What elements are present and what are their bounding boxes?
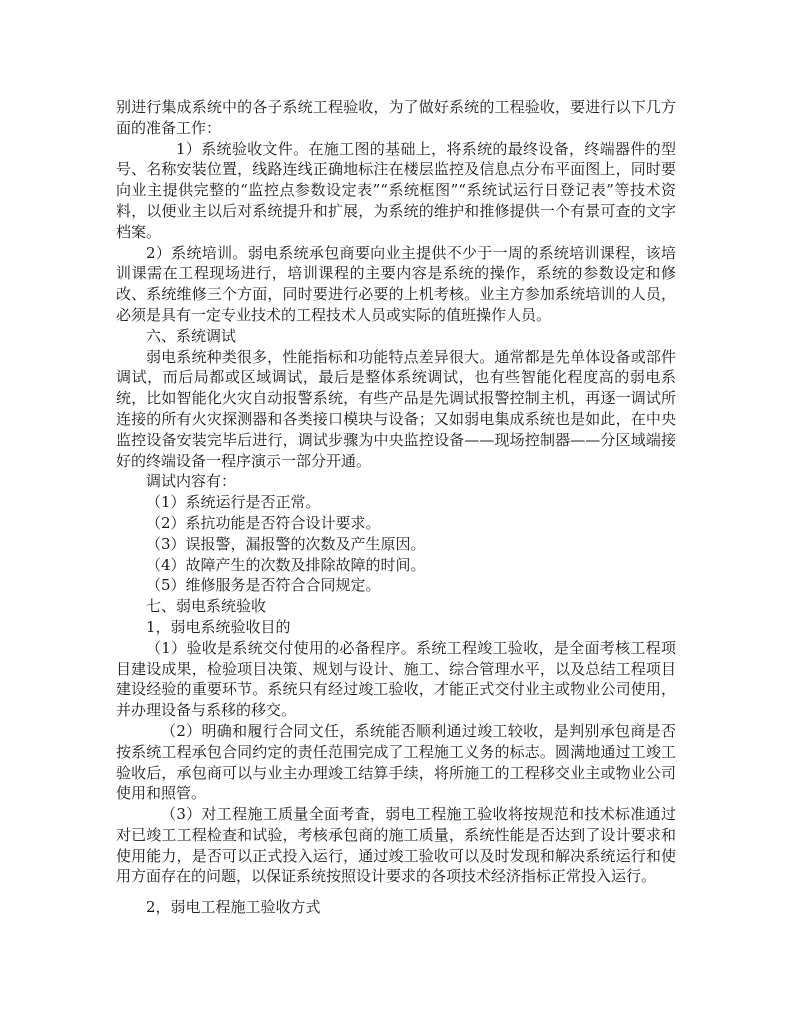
list-item-debugging-5: （5）维修服务是否符合合同规定。: [146, 576, 381, 595]
document-page: [116, 97, 676, 918]
subheading-acceptance-method: 2，弱电工程施工验收方式: [146, 898, 321, 917]
section-heading-system-debugging: 六、系统调试: [146, 326, 237, 345]
list-item-debugging-4: （4）故障产生的次数及排除故障的时间。: [146, 555, 426, 574]
paragraph-intro-continuation: 别进行集成系统中的各子系统工程验收，为了做好系统的工程验收，要进行以下几方面的准备工作：: [116, 98, 676, 137]
paragraph-gap: [116, 887, 676, 897]
paragraph-system-training: 2）系统培训。弱电系统承包商要向业主提供不少于一周的系统培训课程，该培训课需在工程现场进行，培训课程的主要内容是系统的操作，系统的参数设定和修改、系统维修三个方面，同时要进行必要的上机考核。业主方参加系统培训的人员，必须是具有一定专业技术的工程技术人员或实际的值班操作人员。: [116, 243, 676, 324]
paragraph-acceptance-purpose-2: （2）明确和履行合同文任，系统能否顺利通过竣工较收，是判别承包商是否按系统工程承包合同约定的责任范围完成了工程施工义务的标志。圆满地通过工竣工验收后，承包商可以与业主办理竣工结算手续，将所施工的工程移交业主或物业公司使用和照管。: [116, 721, 676, 803]
paragraph-debugging-description: 弱电系统种类很多，性能指标和功能特点差异很大。通常都是先单体设备或部件调试，而后局都或区域调试，最后是整体系统调试，也有些智能化程度高的弱电系统，比如智能化火灾自动报警系统，有些产品是先调试报警控制主机，再逐一调试所连接的所有火灾探测器和各类接口模块与设备；又如弱电集成系统也是如此，在中央监控设备安装完毕后进行，调试步骤为中央监控设备——现场控制器——分区域端接好的终端设备一程序演示一部分开通。: [116, 347, 676, 470]
list-item-debugging-1: （1）系统运行是否正常。: [146, 493, 321, 512]
subheading-acceptance-purpose: 1，弱电系统验收目的: [146, 617, 291, 636]
section-heading-system-acceptance: 七、弱电系统验收: [146, 597, 267, 616]
paragraph-acceptance-purpose-3: （3）对工程施工质量全面考査，弱电工程施工验收将按规范和技术标准通过对已竣工工程检查和试验，考核承包商的施工质量，系统性能是否达到了设计要求和使用能力，是否可以正式投入运行，通过竣工验收可以及时发现和解决系统运行和使用方面存在的问题，以保证系统按照设计要求的各项技术经济指标正常投入运行。: [116, 805, 676, 886]
list-item-debugging-2: （2）系抗功能是否符合设计要求。: [146, 513, 381, 532]
list-item-debugging-3: （3）误报警，漏报警的次数及产生原因。: [146, 534, 426, 553]
paragraph-acceptance-documents: 1）系统验收文件。在施工图的基础上，将系统的最终设备，终端器件的型号、名称安装位置，线路连线正确地标注在楼层监控及信息点分布平面图上，同时要向业主提供完整的“监控点参数设定表”“系统框图”“系统试运行日登记表”等技术资料，以便业主以后对系统提升和扩展，为系统的维护和推修提供一个有景可查的文字档案。: [116, 139, 676, 241]
paragraph-acceptance-purpose-1: （1）验收是系统交付使用的必备程序。系统工程竣工验收，是全面考核工程项目建设成果，检验项目决策、规划与设计、施工、综合管理水平，以及总结工程项目建设经验的重要环节。系统只有经过竣工验收，才能正式交付业主或物业公司使用，并办理设备与系移的移交。: [116, 638, 676, 720]
paragraph-debugging-content-intro: 调试内容有：: [146, 472, 237, 491]
